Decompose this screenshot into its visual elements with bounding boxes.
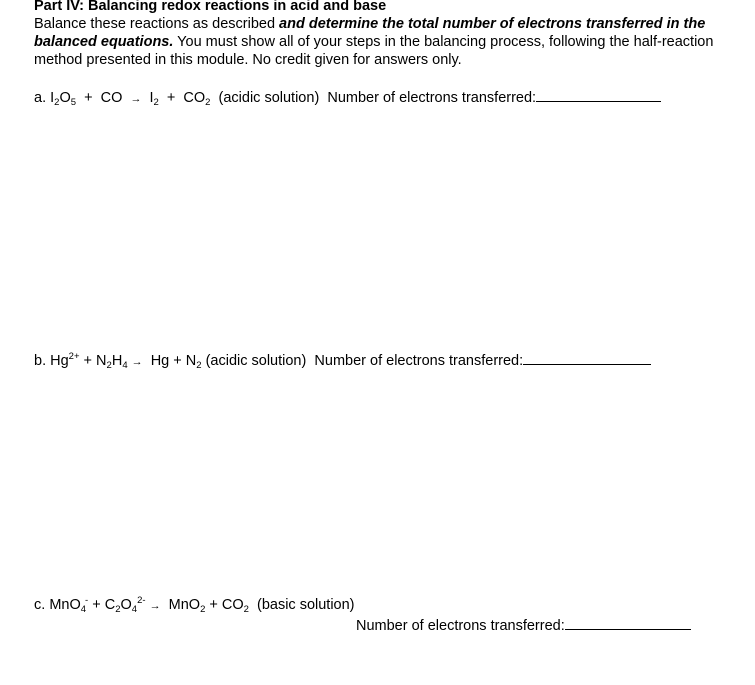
- problem-b-reactant-2: $N_2H_4$: [96, 353, 128, 371]
- problem-c-answer-row: [356, 615, 691, 635]
- problem-a-reactant-2: CO: [100, 90, 123, 106]
- problem-a-product-1: $I_2$: [149, 90, 159, 108]
- reaction-arrow: →: [130, 93, 142, 105]
- problem-c-label: c.: [34, 597, 46, 613]
- problem-b-product-2: $N_2$: [185, 353, 202, 371]
- problem-b-product-1: Hg: [150, 353, 170, 369]
- reaction-arrow: →: [131, 356, 143, 368]
- problem-b-condition: (acidic solution): [205, 353, 307, 369]
- instructions: [34, 15, 734, 69]
- problem-c-product-2: $CO_2$: [221, 597, 249, 615]
- problem-c-answer-prompt: Number of electrons transferred:: [356, 618, 565, 634]
- plus-sign: +: [209, 597, 218, 613]
- problem-c-reactant-2: $C_2O_4^{2-}$: [104, 595, 146, 615]
- instructions-emphasis: and determine the total number of electrons transferred in the balanced equations.: [34, 16, 706, 50]
- plus-sign: +: [166, 90, 176, 106]
- problem-c: [34, 596, 355, 615]
- plus-sign: +: [92, 597, 101, 613]
- problem-b-answer-prompt: Number of electrons transferred:: [314, 353, 524, 369]
- instructions-text: Balance these reactions as described: [34, 16, 280, 32]
- problem-a-label: a.: [34, 90, 47, 106]
- instructions-text-continued: You must show all of your steps in the balancing process, following the half-reaction method presented in this module. No credit given for answers only.: [34, 34, 714, 68]
- problem-c-condition: (basic solution): [257, 597, 355, 613]
- problem-a-product-2: $CO_2$: [183, 90, 211, 108]
- plus-sign: +: [84, 90, 93, 106]
- problem-a-condition: (acidic solution): [218, 90, 320, 106]
- problem-a-answer-blank[interactable]: [536, 87, 661, 102]
- problem-b-label: b.: [34, 353, 47, 369]
- problem-a: [34, 87, 661, 108]
- plus-sign: +: [83, 353, 93, 369]
- problem-b-answer-blank[interactable]: [523, 350, 651, 365]
- problem-b: [34, 350, 651, 371]
- problem-c-product-1: MnO$_2$: [168, 597, 206, 615]
- problem-b-reactant-1: $Hg^{2+}$: [50, 351, 80, 369]
- problem-c-answer-blank[interactable]: [565, 615, 691, 630]
- problem-a-answer-prompt: Number of electrons transferred:: [327, 90, 537, 106]
- problem-a-reactant-1: $I_2O_5$: [50, 90, 77, 108]
- reaction-arrow: →: [149, 600, 161, 612]
- plus-sign: +: [173, 353, 182, 369]
- problem-c-reactant-1: MnO$_4$-: [49, 595, 89, 615]
- section-heading: Part IV: Balancing redox reactions in acid and base: [34, 0, 387, 14]
